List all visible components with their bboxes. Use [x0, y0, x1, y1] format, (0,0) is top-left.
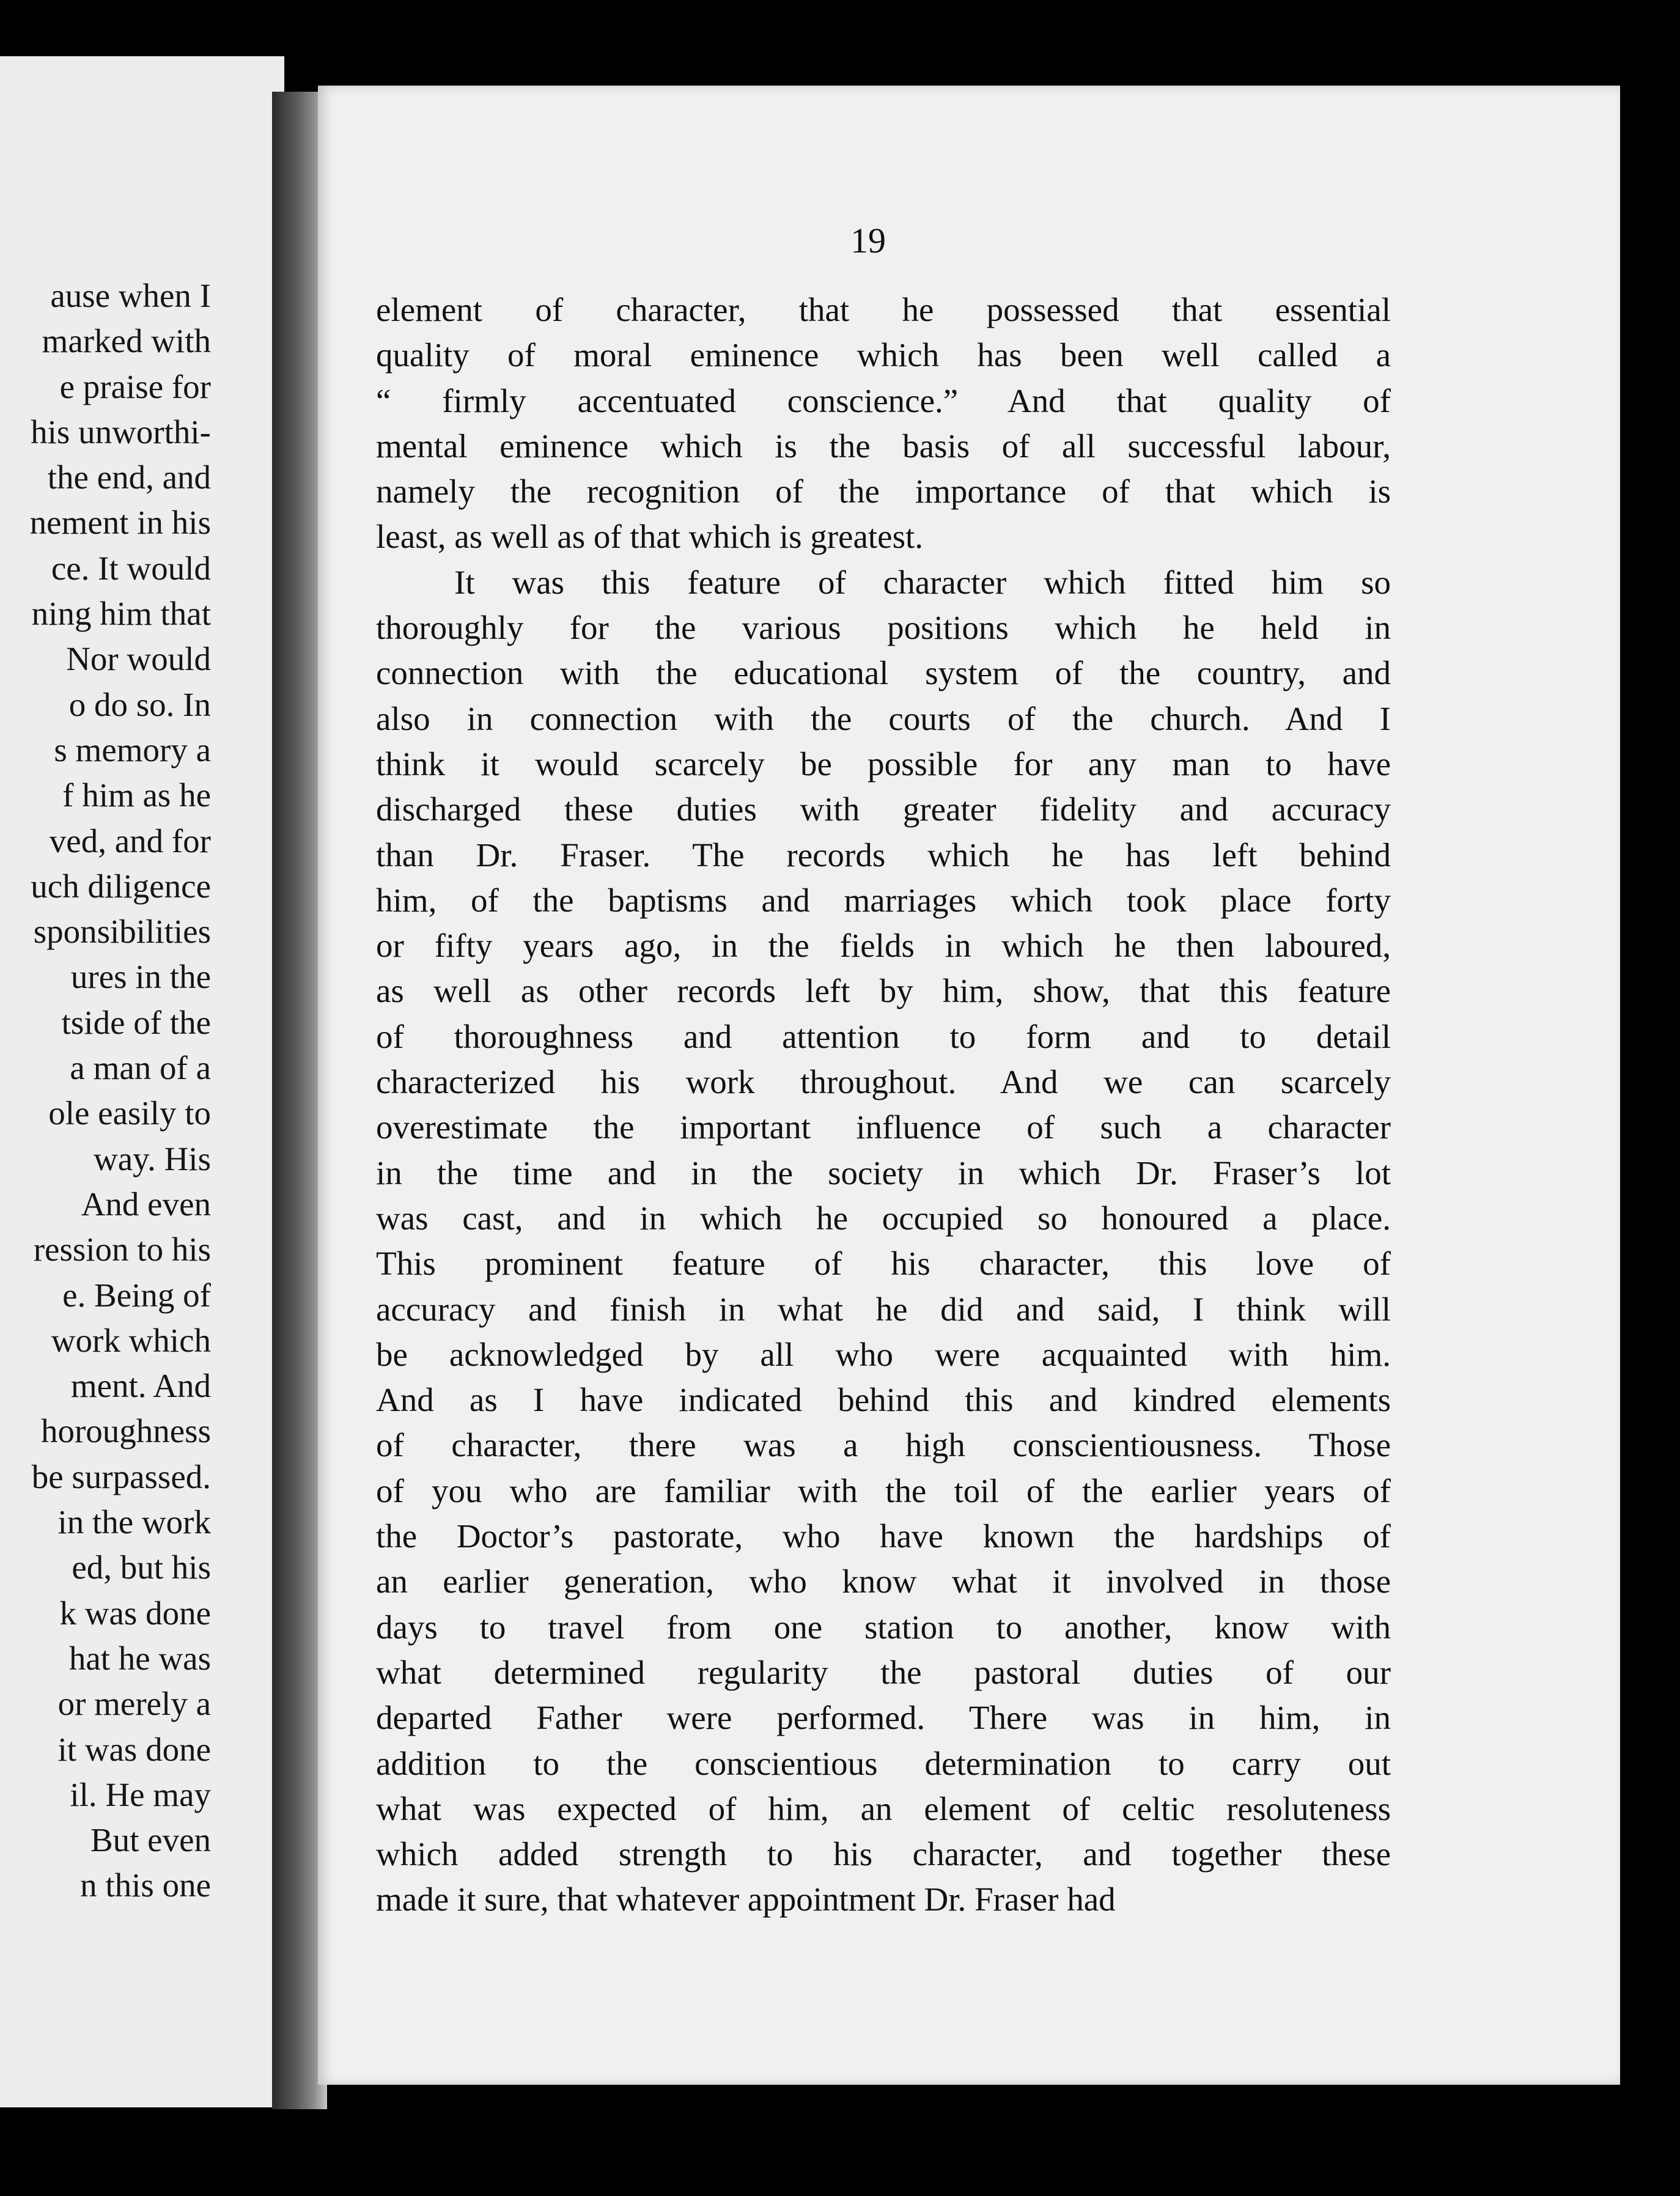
text-line: It was this feature of character which fitted him so	[454, 563, 1391, 601]
text-line: which added strength to his character, and together these	[376, 1835, 1391, 1873]
left-line: uch diligence	[31, 867, 211, 905]
text-line: mental eminence which is the basis of all successful labour,	[376, 427, 1391, 465]
left-line: tside of the	[61, 1003, 211, 1041]
text-line: overestimate the important influence of such a character	[376, 1108, 1391, 1146]
text-line: departed Father were performed. There was in him, in	[376, 1699, 1391, 1737]
left-line: ment. And	[70, 1367, 211, 1405]
left-line: ures in the	[70, 958, 211, 996]
text-line: And as I have indicated behind this and kindred elements	[376, 1381, 1391, 1419]
left-page	[0, 56, 284, 2107]
text-line: characterized his work throughout. And we can scarcely	[376, 1063, 1391, 1101]
left-line: a man of a	[70, 1049, 211, 1087]
left-line: Nor would	[66, 640, 211, 678]
left-line: But even	[90, 1821, 211, 1859]
left-line: his unworthi-	[31, 413, 211, 451]
text-line: the Doctor’s pastorate, who have known the hardships of	[376, 1517, 1391, 1555]
text-line: of thoroughness and attention to form and to detail	[376, 1017, 1391, 1055]
left-line: ning him that	[31, 595, 211, 633]
text-line: connection with the educational system of the country, and	[376, 654, 1391, 692]
right-page	[318, 86, 1620, 2085]
left-line: ed, but his	[72, 1549, 211, 1586]
text-line: days to travel from one station to another, know with	[376, 1608, 1391, 1646]
left-line: s memory a	[54, 731, 211, 768]
left-line: ression to his	[33, 1231, 211, 1269]
text-line: element of character, that he possessed that essential	[376, 291, 1391, 328]
text-line: of character, there was a high conscientiousness. Those	[376, 1426, 1391, 1464]
text-line: was cast, and in which he occupied so honoured a place.	[376, 1199, 1391, 1237]
text-line: quality of moral eminence which has been well called a	[376, 336, 1391, 374]
text-line: or fifty years ago, in the fields in which he then laboured,	[376, 927, 1391, 965]
left-line: nement in his	[29, 504, 211, 542]
left-page-text	[30, 273, 211, 1909]
left-line: ole easily to	[48, 1094, 211, 1132]
left-line: the end, and	[47, 459, 211, 496]
text-line: as well as other records left by him, show, that this feature	[376, 972, 1391, 1010]
text-line: “ firmly accentuated conscience.” And that quality of	[376, 381, 1391, 419]
text-line: in the time and in the society in which Dr. Fraser’s lot	[376, 1154, 1391, 1192]
page-number: 19	[850, 221, 886, 260]
left-line: in the work	[57, 1503, 211, 1541]
text-line: This prominent feature of his character, this love of	[376, 1245, 1391, 1283]
left-line: e. Being of	[62, 1276, 211, 1314]
left-line: ved, and for	[49, 822, 211, 860]
left-line: or merely a	[57, 1685, 211, 1723]
text-line: him, of the baptisms and marriages which took place forty	[376, 881, 1391, 919]
left-line: it was done	[57, 1730, 211, 1768]
left-line: marked with	[42, 322, 211, 360]
text-line: made it sure, that whatever appointment Dr. Fraser had	[376, 1881, 1116, 1918]
text-line: of you who are familiar with the toil of the earlier years of	[376, 1472, 1391, 1509]
left-line: sponsibilities	[33, 913, 211, 951]
text-line: what determined regularity the pastoral duties of our	[376, 1653, 1391, 1691]
body-text	[376, 287, 1391, 1923]
left-line: n this one	[80, 1866, 211, 1904]
text-line: addition to the conscientious determination to carry out	[376, 1744, 1391, 1782]
text-line: also in connection with the courts of the church. And I	[376, 699, 1391, 737]
left-line: ause when I	[50, 277, 211, 314]
left-line: work which	[51, 1321, 211, 1359]
left-line: ce. It would	[51, 549, 211, 587]
left-line: f him as he	[62, 776, 211, 814]
text-line: what was expected of him, an element of celtic resoluteness	[376, 1789, 1391, 1827]
left-line: And even	[81, 1185, 211, 1223]
left-line: be surpassed.	[31, 1457, 211, 1495]
text-line: least, as well as of that which is greatest.	[376, 518, 924, 556]
text-line: discharged these duties with greater fidelity and accuracy	[376, 790, 1391, 828]
text-line: an earlier generation, who know what it involved in those	[376, 1563, 1391, 1601]
left-line: horoughness	[40, 1412, 211, 1450]
text-line: than Dr. Fraser. The records which he has left behind	[376, 836, 1391, 874]
text-line: namely the recognition of the importance of that which is	[376, 473, 1391, 510]
text-line: be acknowledged by all who were acquainted with him.	[376, 1335, 1391, 1373]
text-line: thoroughly for the various positions which he held in	[376, 609, 1391, 647]
left-line: k was done	[59, 1594, 211, 1632]
left-line: il. He may	[70, 1775, 211, 1813]
left-line: way. His	[94, 1140, 211, 1177]
left-line: o do so. In	[68, 685, 211, 723]
text-line: think it would scarcely be possible for any man to have	[376, 745, 1391, 783]
left-line: hat he was	[68, 1639, 211, 1677]
left-line: e praise for	[59, 367, 211, 405]
text-line: accuracy and finish in what he did and said, I think will	[376, 1290, 1391, 1328]
